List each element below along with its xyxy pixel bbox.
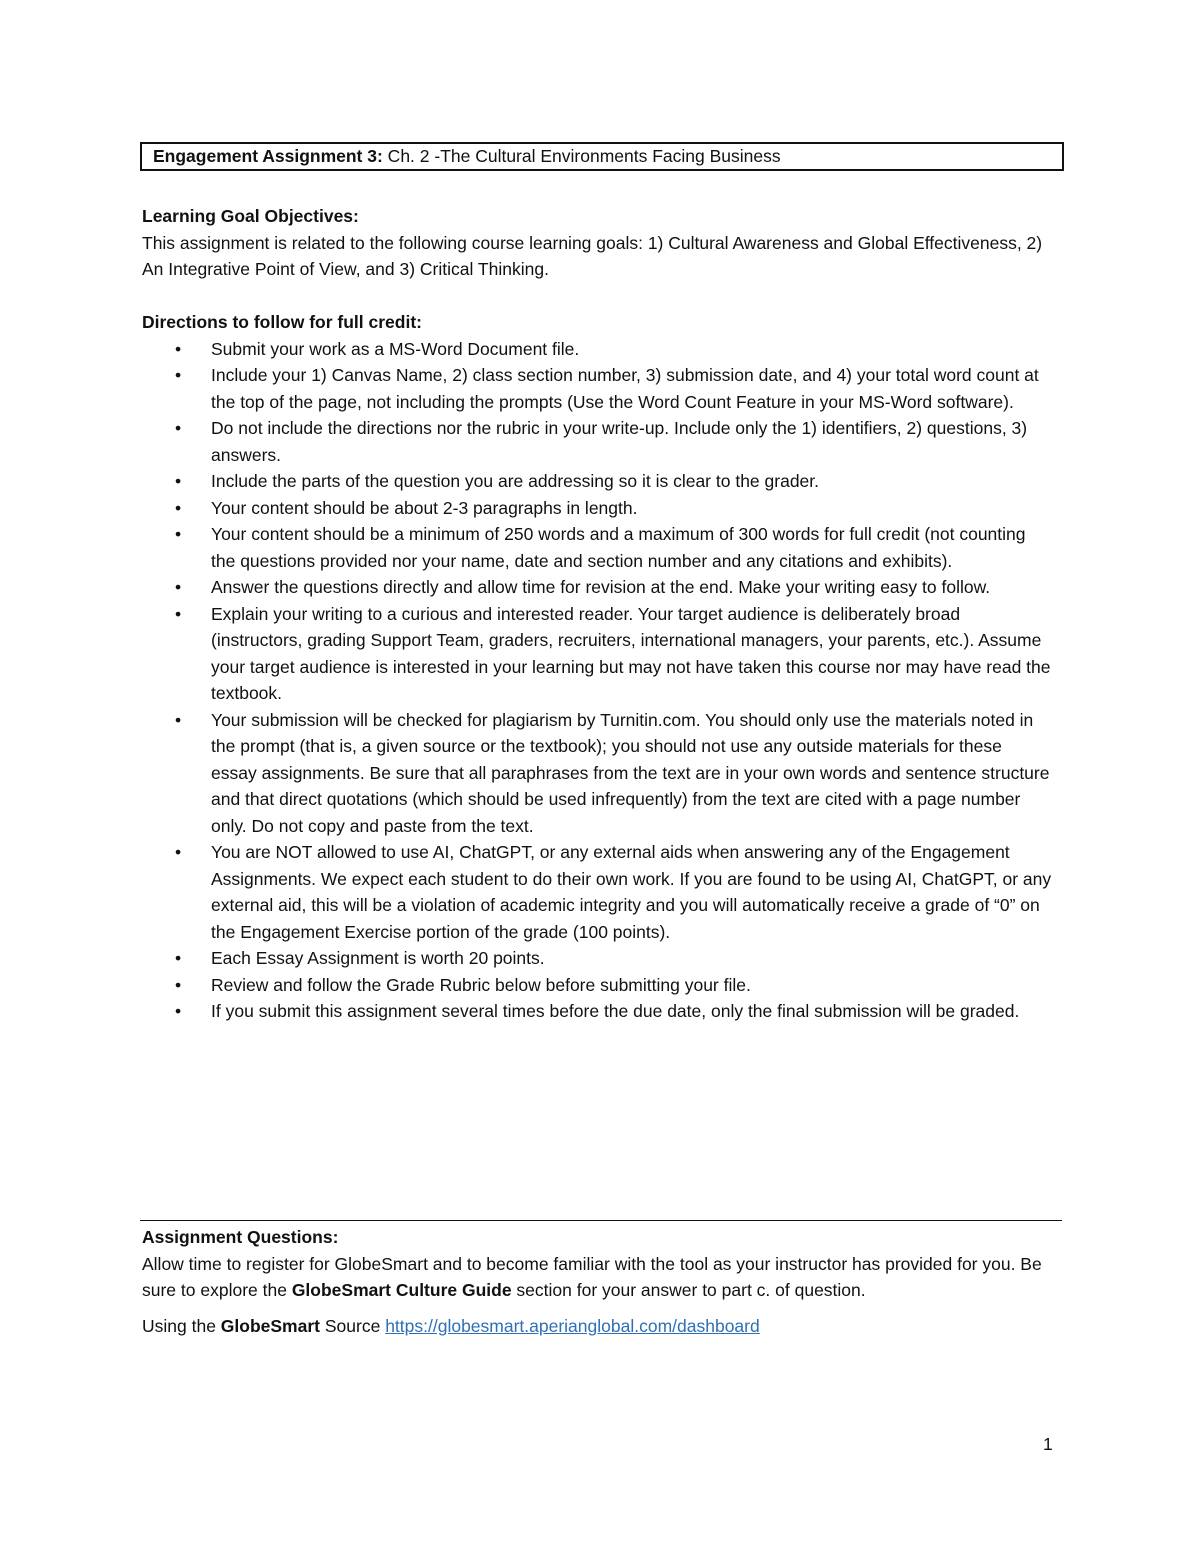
bullet-icon: • [175,842,182,862]
direction-item [142,495,1060,522]
direction-item [142,574,1060,601]
bullet-icon: • [175,497,182,518]
direction-item [142,972,1060,999]
direction-item [142,415,1060,468]
globesmart-link[interactable]: https://globesmart.aperianglobal.com/dashboard [385,1315,760,1336]
direction-item-text: Each Essay Assignment is worth 20 points. [211,948,545,968]
direction-item [142,945,1060,972]
direction-item [142,707,1060,840]
direction-item [142,362,1060,415]
direction-item [142,336,1060,363]
direction-item-text: Include the parts of the question you are addressing so it is clear to the grader. [211,471,820,491]
main-content [142,203,1060,1025]
direction-item-text: Review and follow the Grade Rubric below before submitting your file. [211,974,751,995]
source-line [142,1313,1060,1340]
direction-item-text: If you submit this assignment several times before the due date, only the final submission will be graded. [211,1001,1020,1021]
bullet-icon: • [175,603,182,624]
assignment-questions-heading: Assignment Questions: [142,1227,339,1247]
assignment-title-text: Ch. 2 -The Cultural Environments Facing Business [382,146,781,166]
bullet-icon: • [175,418,182,438]
intro-text-1: Allow time to register for GlobeSmart and to become familiar with the tool as your instructor has provided for you. Be sure to explore the [142,1253,1042,1300]
direction-item-text: Answer the questions directly and allow time for revision at the end. Make your writing easy to follow. [211,577,991,597]
assignment-title-label: Engagement Assignment 3: [153,146,383,166]
source-bold: GlobeSmart [220,1315,320,1336]
directions-heading: Directions to follow for full credit: [142,312,422,332]
direction-item [142,468,1060,495]
learning-goals-text: This assignment is related to the following course learning goals: 1) Cultural Awareness and Global Effectiveness, 2) An Integrative Point of View, and 3) Critical Thinking. [142,232,1043,279]
direction-item [142,601,1060,707]
bullet-icon: • [175,365,182,385]
source-middle: Source [320,1315,386,1336]
direction-item-text: You are NOT allowed to use AI, ChatGPT, or any external aids when answering any of the Engagement Assignments. We expect each student to do their own work. If you are found to be using AI, ChatGPT, or any external aid, this will be a violation of academic integrity and you will automatically receive a grade of “0” on the Engagement Exercise portion of the grade (100 points). [211,842,1052,942]
direction-item [142,839,1060,945]
bullet-icon: • [175,948,182,968]
direction-item-text: Your content should be about 2-3 paragraphs in length. [211,497,638,518]
direction-item-text: Explain your writing to a curious and interested reader. Your target audience is deliberately broad (instructors, grading Support Team, graders, recruiters, international managers, your parents, etc.). Assume your target audience is interested in your learning but may not have taken this course nor may have read the textbook. [211,603,1051,703]
bullet-icon: • [175,709,182,730]
learning-goals-heading: Learning Goal Objectives: [142,206,359,226]
source-prefix: Using the [142,1315,221,1336]
direction-item-text: Your content should be a minimum of 250 words and a maximum of 300 words for full credit (not counting the questions provided nor your name, date and section number and any citations and exhibits). [211,524,1026,571]
direction-item [142,521,1060,574]
bullet-icon: • [175,577,182,597]
intro-text-2: section for your answer to part c. of question. [511,1280,866,1300]
direction-item-text: Do not include the directions nor the rubric in your write-up. Include only the 1) identifiers, 2) questions, 3) answers. [211,418,1028,465]
bullet-icon: • [175,974,182,995]
direction-item-text: Your submission will be checked for plagiarism by Turnitin.com. You should only use the materials noted in the prompt (that is, a given source or the textbook); you should not use any outside materials for these essay assignments. Be sure that all paraphrases from the text are in your own words and sentence structure and that direct quotations (which should be used infrequently) from the text are cited with a page number only. Do not copy and paste from the text. [211,709,1050,836]
bullet-icon: • [175,1001,182,1021]
bullet-icon: • [175,471,182,491]
assignment-questions-intro [142,1251,1060,1304]
section-divider [140,1220,1062,1221]
culture-guide-bold: GlobeSmart Culture Guide [291,1280,512,1300]
spacer [142,283,1060,310]
directions-list [142,336,1060,1025]
page-number: 1 [1043,1434,1053,1454]
direction-item-text: Include your 1) Canvas Name, 2) class section number, 3) submission date, and 4) your total word count at the top of the page, not including the prompts (Use the Word Count Feature in your MS-Word software). [211,365,1039,412]
bullet-icon: • [175,338,182,359]
assignment-questions-section [142,1224,1060,1339]
direction-item-text: Submit your work as a MS-Word Document file. [211,338,580,359]
assignment-title-box [140,142,1064,171]
direction-item [142,998,1060,1025]
bullet-icon: • [175,524,182,544]
